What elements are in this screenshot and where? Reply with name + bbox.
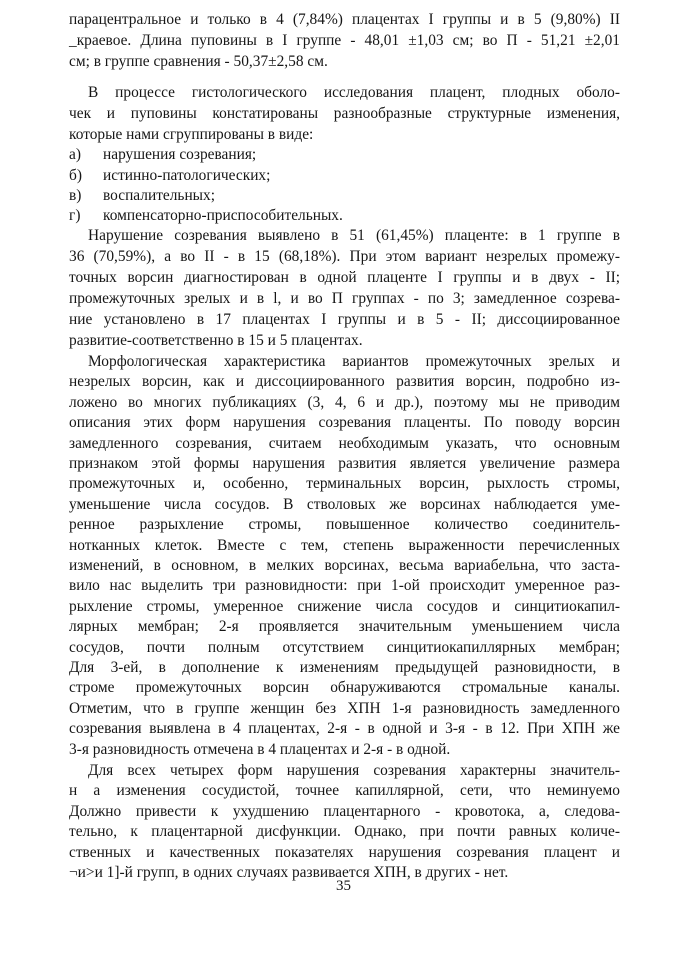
paragraph-4-line: вило нас выделить три разновидности: при 1-ой происходит умеренное раз- xyxy=(69,577,620,594)
paragraph-4-line: замедленного созревания, считаем необходимым указать, что основным xyxy=(69,435,620,452)
paragraph-5-line: тельно, к плацентарной дисфункции. Однако, при почти равных количе- xyxy=(69,823,620,840)
paragraph-5-line: ¬и>и 1]-й групп, в одних случаях развивается ХПН, в других - нет. xyxy=(69,864,509,881)
paragraph-4-line: нотканных клеток. Вместе с тем, степень выраженности перечисленных xyxy=(69,537,620,554)
paragraph-5-line: ственных и качественных показателях нарушения созревания плацент и xyxy=(69,844,620,861)
paragraph-4-line: изменений, в основном, в мелких ворсинах, весьма вариабельна, что заста- xyxy=(69,557,620,574)
page-number: 35 xyxy=(336,878,351,894)
paragraph-1-line: см; в группе сравнения - 50,37±2,58 см. xyxy=(69,53,328,70)
paragraph-4-line: Морфологическая характеристика вариантов промежуточных зрелых и xyxy=(88,353,620,370)
list-marker: в) xyxy=(69,187,82,204)
paragraph-3-line: 36 (70,59%), а во II - в 15 (68,18%). При этом вариант незрелых промежу- xyxy=(69,248,620,265)
paragraph-5-line: Для всех четырех форм нарушения созревания характерны значитель- xyxy=(88,762,620,779)
paragraph-2-line: чек и пуповины констатированы разнообразные структурные изменения, xyxy=(69,105,620,122)
list-item-text: нарушения созревания; xyxy=(103,146,257,163)
list-item-text: компенсаторно-приспособительных. xyxy=(103,207,343,224)
paragraph-5-line: н а изменения сосудистой, точнее капиллярной, сети, что неминуемо xyxy=(69,782,620,799)
paragraph-4-line: Для 3-ей, в дополнение к изменениям предыдущей разновидности, в xyxy=(69,659,620,676)
list-marker: г) xyxy=(69,207,81,224)
paragraph-4-line: промежуточных и, особенно, терминальных ворсин, рыхлость стромы, xyxy=(69,475,620,492)
paragraph-3-line: точных ворсин диагностирован в одной плаценте I группы и в двух - II; xyxy=(69,269,620,286)
list-item-text: истинно-патологических; xyxy=(103,167,271,184)
list-item-text: воспалительных; xyxy=(103,187,215,204)
paragraph-4-line: ренное разрыхление стромы, повышенное количество соединитель- xyxy=(69,516,620,533)
paragraph-4-line: Отметим, что в группе женщин без ХПН 1-я разновидность замедленного xyxy=(69,700,620,717)
paragraph-4-line: ложено во многих публикациях (3, 4, 6 и др.), поэтому мы не приводим xyxy=(69,394,620,411)
paragraph-1-line: парацентральное и только в 4 (7,84%) плацентах I группы и в 5 (9,80%) II xyxy=(69,11,620,28)
paragraph-2-line: В процессе гистологического исследования плацент, плодных оболо- xyxy=(88,84,620,101)
paragraph-4-line: уменьшение числа сосудов. В стволовых же ворсинах наблюдается уме- xyxy=(69,496,620,513)
paragraph-3-line: развитие-соответственно в 15 и 5 плацентах. xyxy=(69,332,363,349)
paragraph-4-line: описания этих форм нарушения созревания плаценты. По поводу ворсин xyxy=(69,414,620,431)
paragraph-4-line: лярных мембран; 2-я проявляется значительным уменьшением числа xyxy=(69,618,620,635)
paragraph-4-line: незрелых ворсин, как и диссоциированного развития ворсин, подробно из- xyxy=(69,373,620,390)
paragraph-4-line: сосудов, почти полным отсутствием синцитиокапиллярных мембран; xyxy=(69,639,620,656)
paragraph-3-line: Нарушение созревания выявлено в 51 (61,45%) плаценте: в 1 группе в xyxy=(88,227,620,244)
paragraph-5-line: Должно привести к ухудшению плацентарного - кровотока, а, следова- xyxy=(69,803,620,820)
paragraph-4-line: признаком этой формы нарушения развития является увеличение размера xyxy=(69,455,620,472)
paragraph-1-line: _краевое. Длина пуповины в I группе - 48,01 ±1,03 см; во П - 51,21 ±2,01 xyxy=(69,32,620,49)
paragraph-4-line: 3-я разновидность отмечена в 4 плацентах и 2-я - в одной. xyxy=(69,741,451,758)
paragraph-4-line: рыхление стромы, умеренное снижение числа сосудов и синцитиокапил- xyxy=(69,598,620,615)
list-marker: б) xyxy=(69,167,82,184)
paragraph-3-line: промежуточных зрелых и в l, и во П группах - по 3; замедленное созрева- xyxy=(69,290,620,307)
paragraph-4-line: созревания выявлена в 4 плацентах, 2-я - в одной и 3-я - в 12. При ХПН же xyxy=(69,720,620,737)
paragraph-4-line: строме промежуточных ворсин обнаруживаются стромальные каналы. xyxy=(69,679,620,696)
paragraph-3-line: ние установлено в 17 плацентах I группы и в 5 - II; диссоциированное xyxy=(69,311,620,328)
paragraph-2-line: которые нами сгруппированы в виде: xyxy=(69,126,314,143)
list-marker: а) xyxy=(69,146,81,163)
